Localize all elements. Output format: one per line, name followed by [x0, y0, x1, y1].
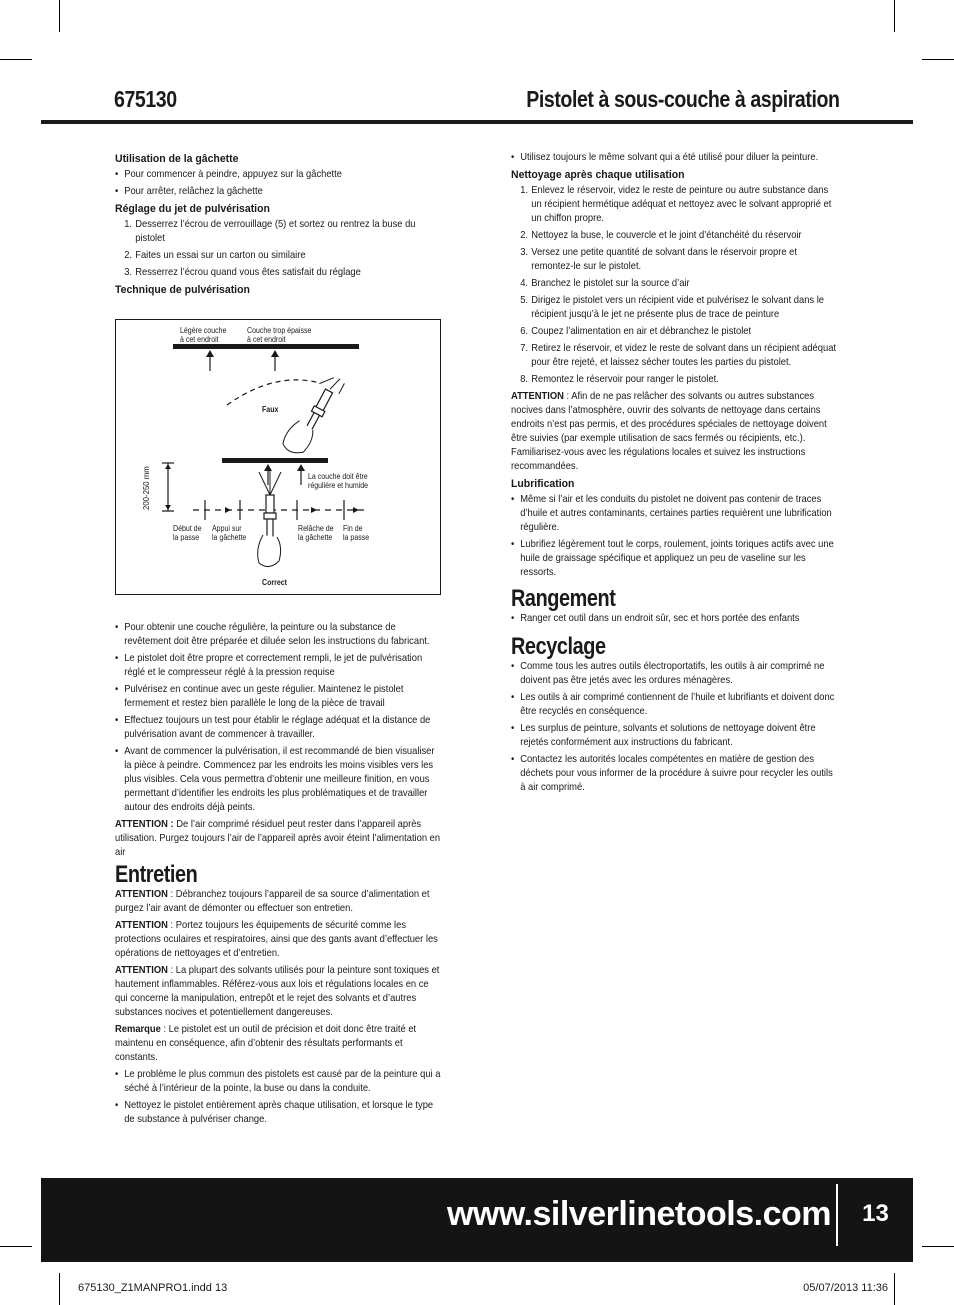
product-code: 675130 [114, 86, 177, 112]
list-item: • Même si l’air et les conduits du pistolet ne doivent pas contenir de traces d’huile et autres contaminants, certaines parties requièrent une lubrification régulière. [511, 493, 840, 535]
list-item: • Les surplus de peinture, solvants et solutions de nettoyage doivent être rejetés conformément aux instructions du fabricant. [511, 722, 840, 750]
list-item: • Avant de commencer la pulvérisation, il est recommandé de bien visualiser la pièce à peindre. Commencez par les endroits les moins visibles vers les plus visibles. Cela vous permettra d’obtenir une meilleure finition, en vous permettant d’identifier les endroits les plus problématiques et de travailler autour des endroits déjà peints. [115, 745, 442, 815]
thick-coat-label: Couche trop épaisse à cet endroit [247, 326, 312, 344]
trigger-heading: Utilisation de la gâchette [115, 153, 239, 165]
list-item: 8. Remontez le réservoir pour ranger le pistolet. [520, 374, 719, 385]
list-item: • Pour arrêter, relâchez la gâchette [115, 185, 442, 199]
list-item: • Effectuez toujours un test pour établir le réglage adéquat et la distance de pulvérisation avant de commencer à travailler. [115, 714, 442, 742]
list-item: 4. Branchez le pistolet sur la source d’air [520, 278, 690, 289]
spray-adjust-heading: Réglage du jet de pulvérisation [115, 203, 270, 215]
storage-heading: Rangement [511, 585, 616, 612]
crop-mark [59, 0, 60, 32]
crop-mark [894, 0, 895, 32]
list-item: • Le pistolet doit être propre et correctement rempli, le jet de pulvérisation réglé et le compresseur réglé à la pression requise [115, 652, 442, 680]
list-item: 3. Versez une petite quantité de solvant dans le réservoir propre et remontez-le sur le pistolet. [520, 247, 797, 272]
crop-mark [0, 1246, 32, 1247]
press-trigger-label: Appui sur la gâchette [212, 524, 247, 542]
release-trigger-label: Relâche de la gâchette [298, 524, 334, 542]
warning-paragraph: ATTENTION : Portez toujours les équipements de sécurité comme les protections oculaires et respiratoires, ainsi que des gants avant d’effectuer les opérations de nettoyages et d’entretien. [115, 920, 438, 959]
list-item: 2. Nettoyez la buse, le couvercle et le joint d’étanchéité du réservoir [520, 230, 802, 241]
recycling-heading: Recyclage [511, 633, 606, 660]
crop-mark [0, 59, 32, 60]
crop-mark [59, 1273, 60, 1305]
list-item: 6. Coupez l’alimentation en air et débranchez le pistolet [520, 326, 752, 337]
list-item: • Les outils à air comprimé contiennent de l’huile et lubrifiants et doivent donc être recyclés en conséquence. [511, 691, 840, 719]
list-item: • Pour commencer à peindre, appuyez sur la gâchette [115, 168, 442, 182]
crop-mark [922, 1246, 954, 1247]
cleaning-heading: Nettoyage après chaque utilisation [511, 169, 685, 181]
lubrication-heading: Lubrification [511, 478, 575, 490]
list-item: 1. Desserrez l’écrou de verrouillage (5) et sortez ou rentrez la buse du pistolet [124, 219, 416, 244]
left-column-top [115, 152, 442, 299]
list-item: 7. Retirez le réservoir, et videz le reste de solvant dans un récipient adéquat pour être rejeté, et laissez sécher toutes les parties du pistolet. [520, 343, 837, 368]
list-item: • Nettoyez le pistolet entièrement après chaque utilisation, et lorsque le type de substance à pulvériser change. [115, 1099, 442, 1127]
start-pass-label: Début de la passe [173, 524, 202, 542]
note-paragraph: Remarque : Le pistolet est un outil de précision et doit donc être traité et maintenu en conséquence, afin d’obtenir des résultats performants et constants. [115, 1024, 417, 1063]
warning-paragraph: ATTENTION : Afin de ne pas relâcher des solvants ou autres substances nocives dans l’atmosphère, ouvrir des solvants de nettoyage dans certains endroits n’est pas permis, et des procédures spéciales de nettoyage doivent être suivies (par exemple utilisation de sacs fermés ou récipients, etc.). Familiarisez-vous avec les régulations locales et suivez les instructions recommandées. [511, 391, 827, 472]
list-item: • Le problème le plus commun des pistolets est causé par de la peinture qui a séché à l’intérieur de la pointe, la buse ou dans la conduite. [115, 1068, 442, 1096]
correct-label: Correct [262, 578, 287, 587]
spray-technique-diagram [115, 319, 441, 595]
diagram-graphic [115, 319, 441, 595]
crop-mark [894, 1273, 895, 1305]
list-item: • Pour obtenir une couche régulière, la peinture ou la substance de revêtement doit être préparée et diluée selon les instructions du fabricant. [115, 621, 442, 649]
spray-technique-heading: Technique de pulvérisation [115, 284, 250, 296]
list-item: • Comme tous les autres outils électroportatifs, les outils à air comprimé ne doivent pas être jetés avec les ordures ménagères. [511, 660, 840, 688]
crop-mark [922, 59, 954, 60]
list-item: • Utilisez toujours le même solvant qui a été utilisé pour diluer la peinture. [511, 151, 840, 165]
warning-paragraph: ATTENTION : De l’air comprimé résiduel peut rester dans l’appareil après utilisation. Purgez toujours l’air de l’appareil après avoir éteint l’alimentation en air [115, 819, 441, 858]
website-url[interactable]: www.silverlinetools.com [446, 1195, 831, 1233]
warning-paragraph: ATTENTION : La plupart des solvants utilisés pour la peinture sont toxiques et hautement inflammables. Référez-vous aux lois et régulations locales en ce qui concerne la manipulation, entrepôt et le rejet des solvants et d’autres substances nocives et potentiellement dangereuses. [115, 965, 440, 1018]
header-rule [41, 120, 913, 124]
end-pass-label: Fin de la passe [343, 524, 370, 542]
page-title: Pistolet à sous-couche à aspiration [525, 86, 839, 112]
even-coat-label: La couche doit être régulière et humide [308, 472, 369, 490]
light-coat-label: Légère couche à cet endroit [180, 326, 227, 344]
date-slug: 05/07/2013 11:36 [803, 1282, 888, 1294]
left-column-bottom [115, 621, 442, 1130]
list-item: • Pulvérisez en continue avec un geste régulier. Maintenez le pistolet fermement et restez bien parallèle le long de la pièce de travail [115, 683, 442, 711]
list-item: • Lubrifiez légèrement tout le corps, roulement, joints toriques actifs avec une huile de graissage spécifique et appliquez un peu de vaseline sur les ressorts. [511, 538, 840, 580]
file-slug: 675130_Z1MANPRO1.indd 13 [78, 1282, 228, 1294]
list-item: 2. Faites un essai sur un carton ou similaire [124, 250, 306, 261]
maintenance-heading: Entretien [115, 861, 198, 888]
right-column [511, 151, 840, 798]
list-item: 3. Resserrez l’écrou quand vous êtes satisfait du réglage [124, 267, 361, 278]
list-item: 5. Dirigez le pistolet vers un récipient vide et pulvérisez le solvant dans le récipient jusqu’à le jet ne présente plus de trace de peinture [520, 295, 825, 320]
distance-label: 200-250 mm [142, 466, 151, 510]
wrong-label: Faux [262, 405, 279, 414]
warning-paragraph: ATTENTION : Débranchez toujours l’appareil de sa source d’alimentation et purgez l’air avant de démonter ou effectuer son entretien. [115, 889, 430, 914]
list-item: 1. Enlevez le réservoir, videz le reste de peinture ou autre substance dans un récipient hermétique adéquat et nettoyez avec le solvant approprié et un chiffon propre. [520, 185, 832, 224]
list-item: • Ranger cet outil dans un endroit sûr, sec et hors portée des enfants [511, 612, 840, 626]
list-item: • Contactez les autorités locales compétentes en matière de gestion des déchets pour vous informer de la procédure à suivre pour recycler les outils à air comprimé. [511, 753, 840, 795]
page-number: 13 [862, 1200, 889, 1227]
